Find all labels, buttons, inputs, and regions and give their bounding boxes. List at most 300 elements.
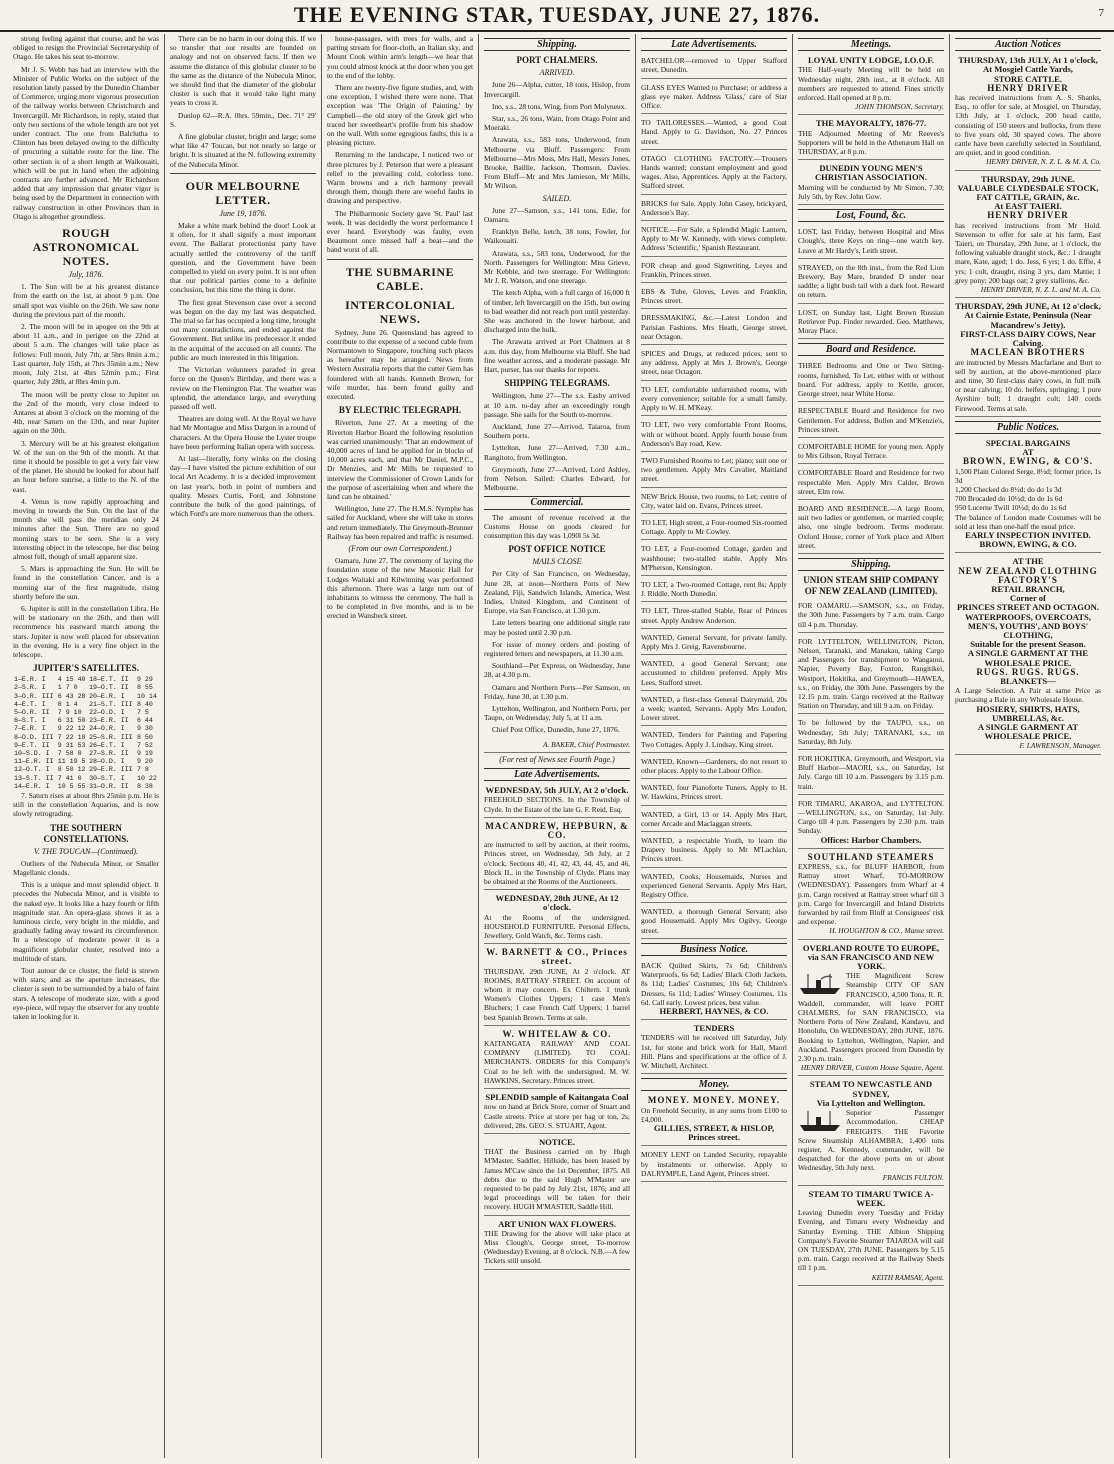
telegram-entry: Lyttelton, June 27—Arrived, 7.30 a.m., Rangitoto, from Wellington.	[484, 443, 630, 462]
ad-heading: HOSIERY, SHIRTS, HATS, UMBRELLAS, &c.	[976, 703, 1080, 723]
satellite-cell: 9 22 12	[57, 725, 86, 733]
sailing-ad	[798, 752, 944, 795]
timaru-ad	[798, 1188, 944, 1286]
news-paragraph: The Philharmonic Society gave 'St. Paul' last week. It was decidedly the worst performance I ever heard. Everybody was faulty, even Beaumont once missed half a beat—and the band worst of all.	[327, 208, 473, 255]
ad-body: THREE Bedrooms and One or Two Sitting-rooms, furnished, To Let, either with or without board. For address, apply to Kettle, grocer, George street, near White Horse.	[798, 361, 944, 399]
ad-caption: NOTICE.	[538, 1136, 576, 1147]
satellite-row	[13, 684, 159, 692]
astro-paragraph: 3. Mercury will be at his greatest elongation W. of the sun on the 9th of the month. At that time it should be possible to get a very fair view of the planet. He should be looked for about half an hour before sunrise, a little to the N. of the east.	[13, 438, 159, 494]
column-7	[950, 34, 1106, 1458]
ad-caption: WEDNESDAY, 28th JUNE, At 12 o'clock.	[495, 893, 619, 913]
ad-caption: ART UNION WAX FLOWERS.	[498, 1218, 616, 1229]
classified-ad: NEW Brick House, two rooms, to Let; centre of City, water laid on. Evans, Princes street.	[641, 490, 787, 514]
ad-body: Leaving Dunedin every Tuesday and Friday Evening, and Timaru every Wednesday and Saturday Evening. THE Albion Shipping Company's Favorite Steamer TAIAROA will sail ON TUESDAY, 27th JUNE. Passengers by 5.15 p.m. train. Cargo received at the Railway Sheds till 1 p.m.	[798, 1208, 944, 1273]
classified-ad: WANTED, a first-class General Dairymaid, 20s a week; wanted, Servants. Apply Mrs Loudon, Lower street.	[641, 693, 787, 727]
lodge-ad	[798, 54, 944, 115]
ad-signature: H. HOUGHTON & CO., Manse street.	[829, 926, 944, 936]
column-3	[322, 34, 479, 1458]
board-ad	[798, 466, 944, 500]
ad-body: BOARD AND RESIDENCE.—A large Room, suit two ladies or gentlemen, or married couple; also, one single bedroom. Terms moderate. Oxford House, corner of York place and Albert street.	[798, 503, 944, 550]
ad-body: Morning will be conducted by Mr Simon, 7.30; July 5th, by Rev. John Gow.	[798, 182, 944, 201]
satellite-row	[13, 701, 159, 709]
satellite-cell: 10 5 55	[57, 782, 86, 790]
satellite-cell: 7 22 10	[57, 733, 86, 741]
satellite-cell: 12—O.T. I	[14, 766, 50, 774]
auction-ad	[955, 54, 1101, 170]
telegraph-paragraph: Wellington, June 27. The H.M.S. Nymphe has sailed for Auckland, where she will take in stores and return immediately. The Greymouth-Brunner Railway has been repaired and traffic is resumed.	[327, 504, 473, 541]
auction-ad	[484, 892, 630, 944]
satellite-cell: 9 20	[137, 758, 153, 766]
satellite-cell: 7 5	[137, 709, 149, 716]
satellite-cell: 23—E.R. II	[89, 717, 129, 725]
satellite-cell: 1—E.R. I	[14, 676, 46, 684]
sailing-entry: The Arawata arrived at Port Chalmers at 8 a.m. this day, from Melbourne via Bluff. She had fine weather across, and a moderate passage. Mr Hart, purser, has our thanks for reports.	[484, 337, 630, 375]
mail-entry: Southland—Per Express, on Wednesday, June 28, at 4.30 p.m.	[484, 661, 630, 680]
ad-body: THE Adjourned Meeting of Mr Reeves's Supporters will be held in the Athenæum Hall on THURSDAY, at 8 p.m.	[798, 128, 944, 157]
classified-ad: TO LET, two very comfortable Front Rooms, with or without board. Apply fourth house from Anderson's Bay road, Kew.	[641, 418, 787, 452]
news-paragraph: Mr J. S. Webb has had an interview with the Minister of Public Works on the subject of the resolution lately passed by the Dunedin Chamber of Commerce, urging more vigorous prosecution of the railway works between Christchurch and Invercargill. Mr Richardson, in reply, stated that only two sections of the whole length are not yet under contract. The one from Balclutha to Clinton has been delayed owing to the difficulty of procuring a suitable route for the line. The other section is of a short length at Waikouaiti, which will be put in hand when the adjoining contracts are further advanced. Mr Richardson added that any impression that greater vigor is being used by the Department in connection with railway construction in other Provinces than in Otago is altogether groundless.	[13, 64, 159, 221]
satellite-cell: 10—S.D. I	[14, 750, 50, 758]
news-paragraph: A fine globular cluster, bright and large; some what like 47 Toucan, but not nearly so large or bright. It is situated at the N. following extremity of the Nubecula Minor.	[170, 132, 316, 169]
satellite-cell: 11—E.R. II	[14, 758, 54, 766]
store-name: BROWN, EWING, & CO'S.	[962, 456, 1093, 467]
news-paragraph: There are twenty-five figure studies, and, with one exception, I wished there were none. That exception was 'The Origin of Painting,' by Campbell—the old story of the Greek girl who traced her sweetheart's profile from his shadow on the wall. With some egregious faults, this is a pleasing picture.	[327, 83, 473, 148]
classified-ad: TWO Furnished Rooms to Let; piano; suit one or two gentlemen. Apply Mrs Cavalier, Maitland street.	[641, 454, 787, 488]
astro-date: July, 1876.	[68, 270, 104, 280]
classified-ad: WANTED, a good General Servant; one accustomed to children preferred. Apply Mrs Lees, Stafford street.	[641, 657, 787, 691]
union-company-heading: UNION STEAM SHIP COMPANY OF NEW ZEALAND (LIMITED).	[803, 575, 939, 597]
column-1	[8, 34, 165, 1458]
sailing-ad	[798, 635, 944, 715]
southern-paragraph: Tout autour de ce cluster, the field is strewn with stars; and as the aperture increases, the cluster is seen to be surrounded by a halo of faint stars. A telescope of moderate size, with a good eye-piece, will repay the observer for any trouble taken in looking for it.	[13, 966, 159, 1022]
ad-body: FOR LYTTELTON, WELLINGTON, Picton, Nelson, Taranaki, and Manakau, taking Cargo and Passengers for transhipment to Wanganui, Napier, Poverty Bay, Foxton, Rangitikei, Westport, Hokitika, and Greymouth—HAWEA, s.s., on Friday, the 30th June. Passengers by the 12.15 p.m. train. Cargo received at the Railway Station on Thursday, and till 9 a.m. on Friday.	[798, 636, 944, 711]
ad-body: BACK Quilted Skirts, 7s 6d; Children's Waterproofs, 6s 6d; Ladies' Black Cloth Jackets, 8s 11d; Ladies' Costumes, 10s 6d; Children's Dresses, 6s 11d; Ladies' Winsey Costumes, 11s 6d. Call early. Lowest prices, best value.	[641, 961, 787, 1007]
satellite-row	[13, 676, 159, 684]
mail-entry: Chief Post Office, Dunedin, June 27, 1876.	[492, 725, 620, 735]
satellite-cell: 7 9 10	[57, 709, 82, 716]
southern-paragraph: Outliers of the Nubecula Minor, or Smaller Magellanic clouds.	[13, 858, 159, 878]
classified-ad: TO LET, comfortable unfurnished rooms, with every convenience; suitable for a small family. Apply to W. H. M'Keay.	[641, 383, 787, 417]
satellite-row	[13, 766, 159, 774]
board-ad	[798, 404, 944, 438]
money-heading: Money.	[641, 1078, 787, 1091]
southland-ad	[798, 851, 944, 940]
sailing-entry: Arawata, s.s., 583 tons, Underwood, for the North. Passengers for Wellington: Miss Grieve, Mr Kebble, and two steerage. For Wellington: Mr J. R. Watson, and one steerage.	[484, 248, 630, 286]
satellite-cell: 8 40	[137, 700, 153, 708]
price-list-item: 1,500 Plain Colored Serge, 8½d; former price, 1s 3d	[955, 466, 1101, 485]
satellite-cell: 8 38	[137, 782, 153, 790]
ad-signature: HENRY DRIVER, N. Z. L. and M. A. Co.	[980, 285, 1101, 295]
ymca-ad	[798, 162, 944, 205]
satellite-cell: 6 44	[137, 717, 153, 725]
satellite-cell: 30—S.T. I	[89, 774, 125, 782]
arrival-entry: Ino, s.s., 28 tons, Wing, from Port Molyneux.	[492, 101, 627, 111]
satellite-row	[13, 758, 159, 766]
classified-ad: EBS & Tube, Gloves, Leves and Franklin, Princes street.	[641, 285, 787, 309]
board-ad	[798, 502, 944, 554]
ad-subcaption: At EAST TAIERI.	[994, 201, 1062, 212]
ad-body: now on hand at Brick Store, corner of Stuart and Castle streets. Price at store per bag or ton, 2s; delivered, 28s. GEO. S. STUART, Agent.	[484, 1102, 630, 1130]
ad-body: are instructed by Messrs Macfarlane and Burt to sell by auction, at the above-mentioned place and time, 30 first-class dairy cows, in full milk or near calving; 10 do. heifers, springing; 1 pure Ayrshire bull; 1 draught colt; 140 cords Firewood. Terms at sale.	[955, 357, 1101, 413]
ad-body: LOST, on Sunday last, Light Brown Russian Retriever Pup. Finder rewarded. Geo. Matthews, Moray Place.	[798, 307, 944, 336]
ad-body: The balance of London made Costumes will be sold at less than one-half the usual price.	[955, 512, 1101, 531]
telegraph-heading: BY ELECTRIC TELEGRAPH.	[338, 405, 462, 416]
auction-ad	[955, 173, 1101, 299]
ad-heading: A SINGLE GARMENT AT WHOLESALE PRICE.	[977, 722, 1079, 742]
ad-caption: STEAM TO TIMARU TWICE A-WEEK.	[808, 1188, 934, 1208]
shipping-heading: Shipping.	[798, 558, 944, 571]
ad-body: A Large Selection. A Pair at same Price as purchasing a Bale in any Wholesale House.	[955, 686, 1101, 705]
masthead-title: THE EVENING STAR, TUESDAY, JUNE 27, 1876.	[293, 2, 821, 27]
auctioneer-name: HENRY DRIVER	[987, 210, 1069, 221]
satellite-cell: 6 31 50	[57, 717, 86, 725]
ad-body: THURSDAY, 29th JUNE, At 2 o'clock. AT ROOMS, RATTRAY STREET. On account of whom it may concern. Ex Chiltern. 1 trunk Women's Clothes Uppers; 1 case Men's Bluchers; 1 case French Calf Uppers; 1 barrel best Spanish Brown. Terms at sale.	[484, 966, 630, 1022]
mail-entry: Per City of San Francisco, on Wednesday, June 28, at noon—Northern Ports of New Zealand, Fiji, Sandwich Islands, America, West Indies, United Kingdom, and Continent of Europe, via San Francisco, at 1.30 p.m.	[484, 569, 630, 616]
ad-heading: FIRST-CLASS DAIRY COWS, Near Calving.	[960, 328, 1096, 349]
sailing-entry: The ketch Alpha, with a full cargo of 16,000 ft of timber, left Invercargill on the 15th, but owing to bad weather did not reach port until yesterday. She was anchored in the lower harbour, and discharged into the hulk.	[484, 288, 630, 335]
ad-body: THE Magnificent Screw Steamship CITY OF SAN FRANCISCO, 4,500 Tons, R. R. Waddell, commander, will leave PORT CHALMERS, for SAN FRANCISCO, via Northern Ports of New Zealand, Kandavu, and Honolulu, On WEDNESDAY, 28th JUNE, 1876. Booking to Lyttelton, Wellington, Napier, and Auckland. Passengers proceed from Dunedin by 2.30 p.m. train.	[798, 971, 944, 1064]
port-heading: PORT CHALMERS.	[516, 55, 598, 66]
classified-ad: TO TAILORESSES.—Wanted, a good Coat Hand. Apply to G. Davidson, No. 27 Princes street.	[641, 116, 787, 150]
lost-found-heading: Lost, Found, &c.	[798, 209, 944, 222]
satellite-cell: 11 19 5	[57, 758, 86, 766]
satellite-cell: 19—O.T. II	[89, 684, 129, 692]
classified-ad: TO LET, a Two-roomed Cottage, rent 8s; Apply J. Riddle, North Dunedin.	[641, 578, 787, 602]
ad-caption: LOYAL UNITY LODGE, I.O.O.F.	[807, 55, 935, 66]
arrival-entry: June 26—Alpha, cutter, 18 tons, Hislop, from Invercargill.	[484, 80, 630, 99]
news-paragraph: strong feeling against that course, and he was obliged to resign the Provincial Secretaryship of Otago. He takes his seat to-morrow.	[13, 34, 159, 62]
satellite-cell: 8 50 12	[57, 766, 86, 774]
satellite-cell: 4—E.T. I	[14, 700, 46, 708]
ad-heading: RETAIL BRANCH,	[991, 583, 1065, 594]
steamship-icon	[798, 972, 842, 996]
ad-heading: PRINCES STREET AND OCTAGON.	[957, 602, 1099, 613]
arrival-entry: Arawata, s.s., 583 tons, Underwood, from Melbourne via Bluff. Passengers: From Melbourne—Mrs Moss, Mrs Hall, Messrs Jones, Brooke, Baillie, Jackson, Thomson, Davies. From Bluff—Mr and Mrs Jamieson, Mr Mills, Mr Wilson.	[484, 135, 630, 191]
business-heading: Business Notice.	[641, 943, 787, 956]
newcastle-ad	[798, 1078, 944, 1185]
satellite-cell: 5—O.R. II	[14, 709, 50, 716]
ad-body: has received instructions from Mr Hold. Stevenson to offer for sale at his farm, East Taieri, on Thursday, 29th June, at 1 o'clock, the following valuable draught stock, &c.: 1 draught mare, Kate, aged; 1 do. Jess, 6 yrs; 1 do. Effie, 4 yrs; 1 colt, draught, rising 3 yrs, dam Mattie; 1 grey pony; 200 bags oat; 2 grey stallions, &c.	[955, 220, 1101, 285]
satellite-cell: 7 41 0	[57, 774, 82, 782]
business-ad	[641, 959, 787, 1020]
clothing-factory-ad	[955, 555, 1101, 754]
ad-body: KAITANGATA RAILWAY AND COAL COMPANY (LIMITED). TO COAL MERCHANTS. ORDERS for this Company's Coal to be left with the undersigned. M. W. HAWKINS, Secretary. Princes street.	[484, 1039, 630, 1085]
astro-paragraph: 2. The moon will be in apogee on the 9th at about 11 a.m., and in perigee on the 22nd at about 5 a.m. The changes will take place as follows: Full moon, July 7th, at 5hrs 8min a.m.; Last quarter, July 15th, at 7hrs 35min a.m.; New moon, July 21st, at 4hrs 52min p.m.; First quarter, July 28th, at 8hrs 4min p.m.	[13, 322, 159, 387]
melbourne-paragraph: At last—literally, forty winks on the closing day—I have visited the picture exhibition of our local Art Academy. It is a decided improvement on last year's, both in point of numbers and quality. Messrs Curtis, Ford, and Johnstone contribute the bulk of the good paintings, of which Ford's are more numerous than the others.	[170, 453, 316, 519]
ad-body: STRAYED, on the 8th inst., from the Red Lion Brewery, Bay Mare, branded D under near saddle; a light bush tail with a dark foot. Reward on return.	[798, 262, 944, 300]
satellite-cell: 8 50	[137, 733, 153, 741]
mail-entry: Late letters bearing one additional single rate may be posted until 2.30 p.m.	[484, 618, 630, 637]
mail-entry: Lyttelton, Wellington, and Northern Ports, per Taupo, on Wednesday, July 5, at 11 a.m.	[484, 703, 630, 723]
ad-body: FOR TIMARU, AKAROA, and LYTTELTON.—WELLINGTON, s.s., on Saturday, 1st July. Cargo till 4 p.m. Passengers by 2.30 p.m. train Sunday.	[798, 798, 944, 836]
classified-ad: OTAGO CLOTHING FACTORY.—Trousers Hands wanted; constant employment and good wages. Also, Apprentices. Apply at the Factory, Stafford street.	[641, 152, 787, 195]
satellite-cell: 27—S.R. II	[89, 750, 129, 758]
lost-ad	[798, 225, 944, 259]
classified-ad: TO LET, Three-stalled Stable, Rear of Princes street. Apply Andrew Anderson.	[641, 604, 787, 628]
ad-body: THAT the Business carried on by Hugh M'Master, Saddler, Hillside, has been leased by James M'Caw since the 1st December, 1875. All debts due to the said Hugh M'Master are requested to be paid by July 21st, 1876; and all legal proceedings will be taken for their recovery. HUGH M'MASTER, Saddle Hill.	[484, 1147, 630, 1212]
ad-heading: STORE CATTLE.	[994, 73, 1062, 84]
auction-heading: Auction Notices	[955, 38, 1101, 51]
ad-body: To be followed by the TAUPO, s.s., on Wednesday, 5th July; TARANAKI, s.s., on Saturday, 8th July.	[798, 718, 944, 746]
news-paragraph: Returning to the landscape, I noticed two or three pictures by J. Peterson that were a pleasant relief to the prevailing cold, colorless tone. Warm browns and a rich harmony prevail through them, though there are woeful faults in drawing and perspective.	[327, 150, 473, 206]
intercolonial-heading: INTERCOLONIAL NEWS.	[345, 297, 455, 326]
ad-subcaption: At Mosgiel Cattle Yards,	[983, 64, 1073, 75]
ad-heading: RUGS. RUGS. RUGS.	[976, 666, 1080, 677]
ad-heading: A SINGLE GARMENT AT THE WHOLESALE PRICE.	[967, 648, 1089, 668]
ad-body: are instructed to sell by auction, at their rooms, Princes street, on Wednesday, 5th July, at 2 o'clock, Sections 40, 41, 42, 43, 44, 45, and 46, Block II., in the Township of Clyde. Plans may be obtained at the Rooms of the Auctioneers.	[484, 840, 630, 887]
classified-ad: WANTED, Cooks, Housemaids, Nurses and experienced General Servants. Apply Mrs Hart, Registry Office.	[641, 870, 787, 904]
ad-caption: THURSDAY, 13th JULY, At 1 o'clock,	[958, 55, 1098, 66]
cable-heading: THE SUBMARINE CABLE.	[345, 264, 455, 293]
astro-paragraph: 5. Mars is approaching the Sun. He will be found in the constellation Cancer, and is a morning star of the first magnitude, rising shortly before the sun.	[13, 564, 159, 601]
satellite-cell: 7 58 0	[57, 750, 82, 758]
steamship-icon	[798, 1109, 842, 1133]
ad-body: Superior Passenger Accommodation. CHEAP FREIGHTS. THE Favorite Screw Steamship ALHAMBRA, 1,400 tons register, A. Kennedy, commander, will be despatched for the above ports on or about Wednesday, 5th July next.	[798, 1108, 944, 1173]
sailing-ad	[798, 599, 944, 633]
ad-caption: MONEY. MONEY. MONEY.	[647, 1095, 781, 1106]
meetings-heading: Meetings.	[798, 38, 944, 51]
satellite-cell: 4 15 40	[57, 676, 86, 684]
offices-note: Offices: Harbor Chambers.	[820, 834, 922, 845]
late-ads-heading: Late Advertisements.	[484, 768, 630, 781]
astro-paragraph: 1. The Sun will be at his greatest distance from the earth on the 1st, at about 9 p.m. One small spot was visible on the 26th. We saw none during the previous part of the month.	[13, 282, 159, 319]
ad-heading: VALUABLE CLYDESDALE STOCK, FAT CATTLE, GRAIN, &c.	[957, 182, 1099, 203]
ad-caption: THE MAYORALTY, 1876-77.	[815, 118, 927, 129]
ad-body: FOR OAMARU.—SAMSON, s.s., on Friday, the 30th June. Passengers by 7 a.m. train. Cargo till 4 p.m. Thursday.	[798, 601, 944, 629]
satellite-row	[13, 734, 159, 742]
telegraph-paragraph: Riverton, June 27. At a meeting of the Riverton Harbor Board the following resolution was carried unanimously: 'That an endowment of 40,000 acres of land be applied for in blocks of 10,000 acres each, and that Mr Daniel, M.P.C., Dr Menzies, and Mr Mills be requested to interview the Commissioner of Crown Lands for the purpose of ascertaining when and where the land can be obtained.'	[327, 418, 473, 501]
ad-caption: SPECIAL BARGAINS	[985, 437, 1071, 448]
satellite-row	[13, 775, 159, 783]
satellite-row	[13, 709, 159, 717]
ad-signature: HERBERT, HAYNES, & CO.	[659, 1006, 769, 1017]
satellite-cell: 25—S.R. III	[89, 733, 133, 741]
auction-ad	[955, 300, 1101, 416]
classified-ad: WANTED, a respectable Youth, to learn the Drapery business. Apply to Mr M'Lachlan, Princes street.	[641, 834, 787, 868]
classified-ad: NOTICE.—For Sale, a Splendid Magic Lantern, Apply to Mr W. Kennedy, with views complete. Address 'Scientific,' Spanish Restaurant.	[641, 223, 787, 257]
news-paragraph: Dunlop 62—R.A. 0hrs. 59min., Dec. 71° 29' S.	[170, 110, 316, 129]
sailing-entry: Franklyn Belle, ketch, 38 tons, Fowler, for Waikouaiti.	[484, 227, 630, 246]
ad-body: FOR HOKITIKA, Greymouth, and Westport, via Bluff Harbor—MAORI, s.s., on Saturday, 1st July. Cargo till 10 a.m. Passengers by 3.15 p.m. train.	[798, 753, 944, 791]
money-ad	[641, 1094, 787, 1146]
satellite-cell: 1 7 0	[57, 684, 78, 692]
ad-subcaption: Suitable for the present Season.	[970, 639, 1086, 650]
sailing-ad	[798, 797, 944, 849]
classified-ad: BRICKS for Sale. Apply John Casey, brickyard, Anderson's Bay.	[641, 197, 787, 221]
satellites-table	[13, 676, 159, 791]
auctioneer-name: MACLEAN BROTHERS	[970, 347, 1086, 358]
price-list-item: 700 Brocaded do 10½d; do do 1s 6d	[955, 494, 1063, 504]
ad-body: On Freehold Security, in any sums from £100 to £4,000.	[641, 1105, 787, 1124]
satellite-cell: 22—O.D. I	[89, 709, 125, 716]
classified-ad: GLASS EYES Wanted to Purchase; or address a glass eye maker. Address 'Glass,' care of Star Office.	[641, 81, 787, 115]
satellite-cell: 9—E.T. II	[14, 741, 50, 749]
price-list-item: 1,200 Checked do 8½d; do do 1s 3d	[955, 484, 1062, 494]
masthead	[0, 0, 1114, 32]
satellite-cell: 14—E.R. I	[14, 782, 50, 790]
satellite-cell: 9 19	[137, 750, 153, 758]
ad-signature: JOHN THOMSON, Secretary.	[855, 102, 944, 112]
ad-signature: HENRY DRIVER, Custom House Square, Agent.	[800, 1063, 944, 1073]
auctioneer-name: HENRY DRIVER	[987, 82, 1069, 93]
ad-caption: W. BARNETT & CO., Princes street.	[486, 947, 628, 967]
arrival-entry: Star, s.s., 26 tons, Wain, from Otago Point and Moeraki.	[484, 114, 630, 133]
ad-caption: STEAM TO NEWCASTLE AND SYDNEY,	[809, 1079, 933, 1099]
correspondent-note: (From our own Correspondent.)	[348, 543, 452, 553]
ad-caption: OVERLAND ROUTE TO EUROPE, via SAN FRANCISCO AND NEW YORK.	[802, 942, 940, 972]
column-6	[793, 34, 950, 1458]
ad-body: THE Half-yearly Meeting will be held on Wednesday night, 28th inst., at 8 o'clock. All members are requested to attend. Fines strictly enforced. Hall opened at 8 p.m.	[798, 65, 944, 103]
mails-close-heading: MAILS CLOSE	[532, 557, 582, 567]
ad-subcaption: AT	[1022, 447, 1034, 458]
commercial-heading: Commercial.	[484, 496, 630, 509]
melbourne-heading: OUR MELBOURNE LETTER.	[185, 178, 301, 207]
satellite-cell: 8 1 4	[57, 700, 78, 708]
classified-ad: WANTED, four Pianoforte Tuners. Apply to H. W. Hawkins, Princes street.	[641, 781, 787, 805]
astro-paragraph: 6. Jupiter is still in the constellation Libra. He will be stationary on the 26th, and then will recommence his eastward march among the stars. Jupiter is now well placed for observation in the evening. He is a very fine object in the telescope.	[13, 603, 159, 659]
melbourne-date: June 19, 1876.	[219, 208, 267, 218]
satellite-cell: 21—S.T. III	[89, 700, 133, 708]
mail-entry: Oamaru and Northern Ports—Per Samson, on Friday, June 30, at 1.30 p.m.	[484, 682, 630, 701]
sailing-ad	[798, 716, 944, 750]
ad-body: COMFORTABLE Board and Residence for two respectable Men. Apply Mrs Calder, Brown street, Elm row.	[798, 468, 944, 496]
auction-ad	[484, 784, 630, 818]
satellite-cell: 9 31 53	[57, 741, 86, 749]
ad-body: TENDERS will be received till Saturday, July 1st, for stone and brick work for Hall, Maori Hill. Plans and specifications at the office of J. W. Mitchell, Architect.	[641, 1033, 787, 1071]
satellite-cell: 6 43 28	[57, 692, 86, 700]
classified-list	[641, 54, 787, 939]
ad-body: At the Rooms of the undersigned. HOUSEHOLD FURNITURE. Personal Effects, Jewellery, Gold Watch, &c. Terms cash.	[484, 912, 630, 941]
postmaster-signature: A. BAKER, Chief Postmaster.	[542, 739, 630, 749]
ad-body: has received instructions from A. S. Shanks, Esq., to offer for sale, at Mosgiel, on Thursday, 13th July, at 1 o'clock, 200 head cattle, consisting of 150 steers and bullocks, from three to five years old, 30 spayed cows. The above cattle have been carefully selected in Southland, are quiet, and in good condition.	[955, 93, 1101, 158]
satellite-row	[13, 783, 159, 791]
ad-heading: WATERPROOFS, OVERCOATS, MEN'S, YOUTHS', AND BOYS' CLOTHING,	[965, 611, 1091, 640]
ad-signature: KEITH RAMSAY, Agent.	[871, 1272, 944, 1282]
classified-ad: DRESSMAKING, &c.—Latest London and Parisian Fashions. Mrs Heath, George street, near Octagon.	[641, 311, 787, 345]
ad-subcaption: Via Lyttelton and Wellington.	[816, 1097, 926, 1108]
column-4	[479, 34, 636, 1458]
news-paragraph: house-passages, with trees for walls, and a parting stream for floor-cloth, an Italian sky, and Mount Cook within arm's length—we hear that you could almost knock at the door when you get to the end of the lobby.	[327, 34, 473, 80]
satellite-row	[13, 693, 159, 701]
melbourne-paragraph: Make a white mark behind the door! Look at it often, for it shall signify a most important event. The Ballarat protectionist party have actually settled the controversy of the tariff question, and the Government have been compelled to yield on every point. It is not often that our political parties come to a definite conclusion, but this time the thing is done.	[170, 221, 316, 295]
satellite-cell: 6—S.T. I	[14, 717, 46, 725]
ad-caption: TENDERS	[693, 1023, 735, 1034]
sailing-entry: June 27—Samson, s.s., 141 tons, Edie, for Oamaru.	[484, 205, 630, 225]
classified-ad: FOR cheap and good Signwriting, Leyes and Franklin, Princes street.	[641, 259, 787, 283]
ad-signature: F. LAWRENSON, Manager.	[1019, 741, 1101, 751]
ad-caption: SOUTHLAND STEAMERS	[807, 851, 935, 862]
classified-ad: TO LET, a Four-roomed Cottage, garden and washhouse; two-stalled stable. Apply Mrs M'Pherson, Kensington.	[641, 542, 787, 576]
arrived-heading: ARRIVED.	[539, 68, 575, 78]
astro-paragraph: 7. Saturn rises at about 8hrs 25min p.m. He is still in the constellation Aquarius, and is now slowly retrograding.	[13, 791, 159, 819]
notice-ad	[484, 1136, 630, 1216]
satellite-cell: 26—E.T. I	[89, 741, 125, 749]
satellite-row	[13, 725, 159, 733]
ad-caption: DUNEDIN YOUNG MEN'S CHRISTIAN ASSOCIATION.	[814, 163, 928, 183]
classified-ad: WANTED, General Servant, for private family. Apply Mrs J. Greig, Ravensbourne.	[641, 631, 787, 655]
art-union-ad	[484, 1218, 630, 1270]
ad-signature: BROWN, EWING, & CO.	[979, 539, 1077, 550]
satellite-cell: 18—E.T. II	[89, 676, 129, 684]
ad-body: COMFORTABLE HOME for young men. Apply to Mrs Gibson, Royal Terrace.	[798, 441, 944, 461]
rest-of-news-note: (For rest of News see Fourth Page.)	[499, 754, 615, 764]
divider	[327, 259, 473, 260]
classified-ad: WANTED, Tenders for Painting and Papering Two Cottages. Apply J. Lindsay, King street.	[641, 728, 787, 752]
column-2	[165, 34, 322, 1458]
satellite-cell: 9 30	[137, 725, 153, 733]
telegram-entry: Auckland, June 27—Arrived, Taiaroa, from Southern ports.	[484, 421, 630, 441]
ad-caption: THURSDAY, 29th JUNE.	[981, 173, 1075, 184]
ad-body: MONEY LENT on Landed Security, repayable by instalments or otherwise. Apply to DALRYMPLE, Land Agent, Princes street.	[641, 1150, 787, 1178]
classified-ad: BATCHELOR—removed to Upper Stafford street, Dunedin.	[641, 54, 787, 78]
telegraph-paragraph: Oamaru, June 27. The ceremony of laying the foundation stone of the new Masonic Hall for Lodges Waitaki and Kilwinning was performed this afternoon. There was a large turn out of inhabitants to witness the ceremony. The hall is to be completed in five months, and is to be erected in Wansbeck street.	[327, 556, 473, 621]
late-ads-heading: Late Advertisements.	[641, 38, 787, 51]
coal-ad	[484, 1091, 630, 1134]
melbourne-paragraph: Theatres are doing well. At the Royal we have had Mr Montague and Miss Dargon in a round of characters. At the Opera House the Lyster troupe have been performing Italian opera with success.	[170, 414, 316, 451]
satellite-row	[13, 717, 159, 725]
satellite-cell: 31—O.R. II	[89, 782, 129, 790]
southern-heading: THE SOUTHERN CONSTELLATIONS.	[43, 822, 129, 844]
satellite-cell: 13—S.T. II	[14, 774, 54, 782]
satellite-cell: 10 14	[137, 692, 157, 700]
ad-body: EXPRESS, s.s., for BLUFF HARBOR, from Rattray street Wharf, TO-MORROW (WEDNESDAY). Passengers from Wharf at 4 p.m. Cargo received at Rattray street wharf till 3 p.m. Cargo for Invercargill and Inland Districts forwarded by rail from Bluff at Consignees' risk and expense.	[798, 862, 944, 927]
satellite-cell: 3—O.R. III	[14, 692, 54, 700]
ad-note: EARLY INSPECTION INVITED.	[965, 529, 1091, 540]
ad-subcaption: At Cairnie Estate, Peninsula (Near Macandrew's Jetty).	[964, 310, 1092, 330]
ad-caption: W. WHITELAW & CO.	[502, 1028, 612, 1039]
columns	[8, 34, 1106, 1458]
satellite-cell: 7—E.R. I	[14, 725, 46, 733]
ad-signature: HENRY DRIVER, N. Z. L. & M. A. Co.	[986, 157, 1101, 167]
astro-paragraph: The moon will be pretty close to Jupiter on the 2nd of the month, very close indeed to Antares at about 3 o'clock on the morning of the 4th, near Saturn on the 13th, and near Jupiter again on the 30th.	[13, 389, 159, 436]
board-ad	[798, 440, 944, 464]
mail-entry: For issue of money orders and posting of registered letters and newspapers, at 11.30 a.m.	[484, 639, 630, 658]
satellite-cell: 29—E.R. III	[89, 766, 133, 774]
astro-heading: ROUGH ASTRONOMICAL NOTES.	[32, 226, 140, 269]
satellite-cell: 28—O.D. I	[89, 758, 125, 766]
auction-ad	[484, 946, 630, 1026]
melbourne-paragraph: The first great Stevenson case over a second was begun on the day my last was despatched. The trial so far has occupied a long time, brought out many contradictions, and ended against the Government. But unlike its predecessor it ended in the acquittal of the accused on all counts. The public are much interested in this litigation.	[170, 297, 316, 362]
ad-body: FREEHOLD SECTIONS. In the Township of Clyde. In the Estate of the late G. F. Reid, Esq.	[484, 795, 630, 814]
classified-ad: TO LET, High street, a Four-roomed Six-roomed Cottage. Apply to Mr Cowley.	[641, 516, 787, 540]
ad-heading: BLANKETS—	[1000, 676, 1056, 686]
satellite-cell: 2—S.R. I	[14, 684, 46, 692]
page-number: 7	[1098, 7, 1104, 19]
lost-ad	[798, 261, 944, 304]
satellites-heading: JUPITER'S SATELLITES.	[33, 663, 139, 674]
price-list-item: 950 Lucerne Twill 10½d; do do 1s 6d	[955, 503, 1067, 513]
satellite-cell: 8—O.D. III	[14, 733, 54, 741]
post-office-heading: POST OFFICE NOTICE	[508, 544, 606, 555]
ad-body: LOST, last Friday, between Hospital and Miss Clough's, three Keys on ring—one watch key. Leave at Mr Hardy's, Leith street.	[798, 227, 944, 255]
store-name: NEW ZEALAND CLOTHING FACTORY'S	[958, 565, 1098, 585]
ad-body: RESPECTABLE Board and Residence for two Gentlemen. For address, Bullen and M'Kenzie's, Princes street.	[798, 406, 944, 434]
ad-caption: WEDNESDAY, 5th JULY, At 2 o'clock.	[485, 785, 629, 796]
ad-subcaption: AT THE	[1012, 556, 1044, 567]
classified-ad: SPICES and Drugs, at reduced prices, sent to any address. Apply at Mrs J. Brown's, George street, near Octagon.	[641, 347, 787, 381]
ad-signature: FRANCIS FULTON.	[882, 1172, 944, 1182]
ad-subcaption: Corner of	[1010, 593, 1046, 604]
divider	[170, 173, 316, 174]
satellite-row	[13, 742, 159, 750]
ad-caption: MACANDREW, HEPBURN, & CO.	[485, 820, 629, 841]
tenders-ad	[641, 1022, 787, 1074]
melbourne-paragraph: The Victorian volunteers paraded in great force on the Queen's Birthday, and there was a review on the Flemington Flat. The weather was splendid, the attendance large, and everything passed off well.	[170, 365, 316, 411]
coal-ad	[484, 1028, 630, 1089]
classified-ad: WANTED, a Girl, 13 or 14. Apply Mrs Hart, corner Arcade and Maclaggan streets.	[641, 808, 787, 832]
board-ad	[798, 359, 944, 402]
satellite-cell: 9 29	[137, 676, 153, 684]
